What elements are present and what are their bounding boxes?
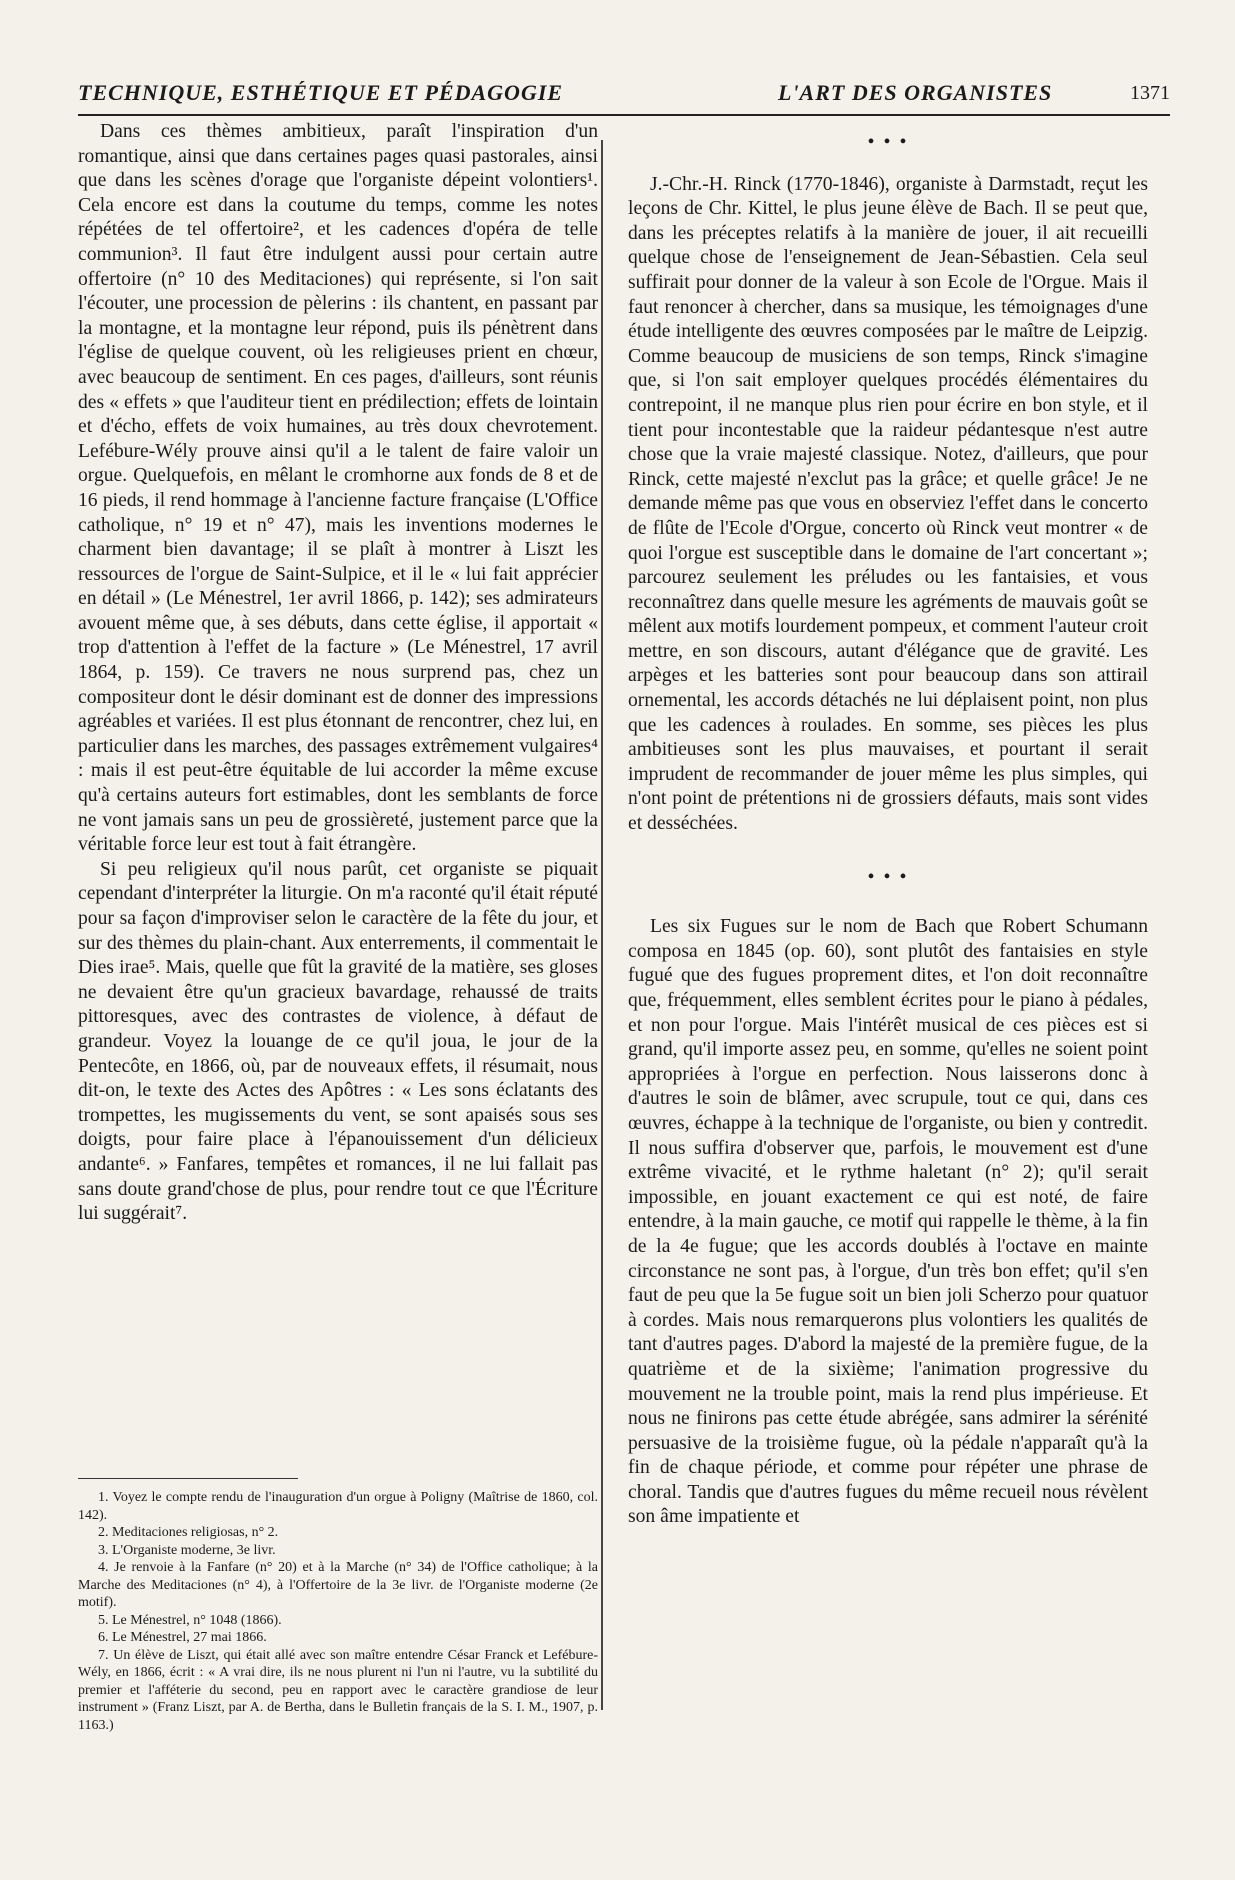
footnote: 1. Voyez le compte rendu de l'inauguration d'un orgue à Poligny (Maîtrise de 1860, col. 142). bbox=[78, 1490, 598, 1523]
right-column bbox=[628, 120, 1148, 1530]
paragraph-rinck: J.-Chr.-H. Rinck (1770-1846), organiste à Darmstadt, reçut les leçons de Chr. Kittel, le plus jeune élève de Bach. Il se peut que, dans les préceptes relatifs à la manière de jouer, il ait recueilli quelque chose de l'enseignement de Jean-Sébastien. Cela seul suffirait pour donner de la valeur à son Ecole de l'Orgue. Mais il faut renoncer à chercher, dans sa musique, les témoignages d'une étude intelligente des œuvres composées par le maître de Leipzig. Comme beaucoup de musiciens de son temps, Rinck s'imagine que, si l'on sait employer quelques procédés élémentaires du contrepoint, il ne manque plus rien pour écrire en bon style, et il tient pour incontestable que la raideur pédantesque n'est autre chose que la vraie majesté classique. Notez, d'ailleurs, que pour Rinck, cette majesté n'exclut pas la grâce; et quelle grâce! Je ne demande même pas que vous en observiez l'effet dans le concerto de flûte de l'Ecole d'Orgue, concerto où Rinck veut montrer « de quoi l'orgue est susceptible dans le domaine de l'art concertant »; parcourez seulement les préludes ou les fantaisies, et vous reconnaîtrez dans quelle mesure les agréments de mauvais goût se mêlent aux motifs lourdement pompeux, et comment l'auteur croit mettre, en son discours, autant d'élégance que de gravité. Les arpèges et les batteries sont pour beaucoup dans son attirail ornemental, les accords détachés ne lui déplaisent point, non plus que les cadences à roulades. En somme, ses pièces les plus ambitieuses sont les plus mauvaises, et pourtant il serait imprudent de recommander de jouer même les plus simples, qui n'ont point de prétentions ni de grossiers défauts, mais sont vides et desséchées. bbox=[628, 173, 1148, 835]
section-separator: • • • bbox=[867, 865, 909, 888]
paragraph: Si peu religieux qu'il nous parût, cet organiste se piquait cependant d'interpréter la liturgie. On m'a raconté qu'il était réputé pour sa façon d'improviser selon le caractère de la fête du jour, et sur des thèmes du plain-chant. Aux enterrements, il commentait le Dies irae⁵. Mais, quelle que fût la gravité de la matière, ses gloses ne devaient être qu'un gracieux bavardage, rehaussé de traits pittoresques, avec des contrastes de violence, à défaut de grandeur. Voyez la louange de ce qu'il joua, le jour de la Pentecôte, en 1866, où, par de nouveaux effets, il résumait, nous dit-on, le texte des Actes des Apôtres : « Les sons éclatants des trompettes, les mugissements du vent, se sont apaisés sous ses doigts, pour faire place à l'épanouissement d'un délicieux andante⁶. » Fanfares, tempêtes et romances, il ne lui fallait pas sans doute grand'chose de plus, pour rendre tout ce que l'Écriture lui suggérait⁷. bbox=[78, 858, 598, 1225]
running-header bbox=[78, 78, 1170, 116]
footnote: 6. Le Ménestrel, 27 mai 1866. bbox=[98, 1630, 267, 1645]
paragraph: Dans ces thèmes ambitieux, paraît l'inspiration d'un romantique, ainsi que dans certaines pages quasi pastorales, ainsi que dans les scènes d'orage que l'organiste dépeint volontiers¹. Cela encore est dans la coutume du temps, comme les notes répétées de tel offertoire², et les cadences d'opéra de telle communion³. Il faut être indulgent aussi pour certain autre offertoire (n° 10 des Meditaciones) qui représente, si l'on sait l'écouter, une procession de pèlerins : ils chantent, en passant par la montagne, et la montagne leur répond, puis ils pénètrent dans l'église de quelque couvent, où les religieuses prient en chœur, avec beaucoup de sentiment. En ces pages, d'ailleurs, sont réunis des « effets » que l'auditeur tient en prédilection; effets de lointain et d'écho, effets de voix humaines, au très doux chevrotement. Lefébure-Wély prouve ainsi qu'il a le talent de faire valoir un orgue. Quelquefois, en mêlant le cromhorne aux fonds de 8 et de 16 pieds, il rend hommage à l'ancienne facture française (L'Office catholique, n° 19 et n° 47), mais les inventions modernes le charment bien davantage; il se plaît à montrer à Liszt les ressources de l'orgue de Saint-Sulpice, et il le « lui fait apprécier en détail » (Le Ménestrel, 1er avril 1866, p. 142); ses admirateurs avouent même que, à ses débuts, dans cette église, il apportait « trop d'attention à l'effet de la facture » (Le Ménestrel, 17 avril 1864, p. 159). Ce travers ne nous surprend pas, chez un compositeur dont le désir dominant est de donner des impressions agréables et variées. Il est plus étonnant de rencontrer, chez lui, en particulier dans les marches, des passages extrêmement vulgaires⁴ : mais il est peut-être équitable de lui accorder la même excuse qu'à certains auteurs fort estimables, dont les semblants de force ne vont jamais sans un peu de grossièreté, justement parce que la véritable force leur est tout à fait étrangère. bbox=[78, 121, 598, 856]
page-number: 1371 bbox=[1130, 82, 1170, 104]
footnote: 3. L'Organiste moderne, 3e livr. bbox=[98, 1542, 276, 1558]
header-right-title: L'ART DES ORGANISTES bbox=[778, 80, 1053, 105]
footnote: 5. Le Ménestrel, n° 1048 (1866). bbox=[98, 1612, 282, 1628]
footnote: 7. Un élève de Liszt, qui était allé avec son maître entendre César Franck et Lefébure-Wély, en 1866, écrit : « A vrai dire, ils ne nous plurent ni l'un ni l'autre, vu la subtilité du premier et l'afféterie du second, peu en rapport avec le caractère grandiose de leur instrument » (Franz Liszt, par A. de Bertha, dans le Bulletin français de la S. I. M., 1907, p. 1163.) bbox=[78, 1647, 598, 1733]
footnotes bbox=[78, 1478, 598, 1734]
footnote: 2. Meditaciones religiosas, n° 2. bbox=[98, 1525, 279, 1540]
left-column bbox=[78, 120, 598, 1227]
section-separator: • • • bbox=[867, 131, 909, 153]
header-left-title: TECHNIQUE, ESTHÉTIQUE ET PÉDAGOGIE bbox=[78, 80, 564, 105]
column-divider bbox=[601, 140, 603, 1710]
footnote: 4. Je renvoie à la Fanfare (n° 20) et à la Marche (n° 34) de l'Office catholique; à la Marche des Meditaciones (n° 4), à l'Offertoire de la 3e livr. de l'Organiste moderne (2e motif). bbox=[78, 1560, 598, 1610]
paragraph-schumann: Les six Fugues sur le nom de Bach que Robert Schumann composa en 1845 (op. 60), sont plutôt des fantaisies en style fugué que des fugues proprement dites, et l'on doit reconnaître que, fréquemment, elles semblent écrites pour le piano à pédales, et non pour l'orgue. Mais l'intérêt musical de ces pièces est si grand, qu'il importe assez peu, en somme, qu'elles ne soient point appropriées à l'orgue en perfection. Nous laisserons donc à d'autres le soin de blâmer, avec scrupule, tout ce qui, dans ces œuvres, échappe à la technique de l'organiste, ou bien y contredit. Il nous suffira d'observer que, parfois, le mouvement est d'une extrême vivacité, et le rythme haletant (n° 2); qu'il serait impossible, en jouant exactement ce qui est noté, de faire entendre, à la main gauche, ce motif qui rappelle le thème, à la fin de la 4e fugue; que les accords doublés à l'octave en mainte circonstance ne sont pas, à l'orgue, d'un très bon effet; qu'il s'en faut de peu que la 5e fugue soit un bien joli Scherzo pour quatuor à cordes. Mais nous remarquerons plus volontiers les qualités de tant d'autres pages. D'abord la majesté de la première fugue, de la quatrième et de la sixième; l'animation progressive du mouvement ne la trouble point, mais la rend plus impérieuse. Et nous ne finirons pas cette étude abrégée, sans admirer la sérénité persuasive de la troisième fugue, où la pédale n'apparaît qu'à la fin de chaque période, et comme pour répéter une phrase de choral. Tandis que d'autres fugues du même recueil nous révèlent son âme impatiente et bbox=[628, 916, 1148, 1528]
footnote-rule bbox=[78, 1478, 298, 1479]
